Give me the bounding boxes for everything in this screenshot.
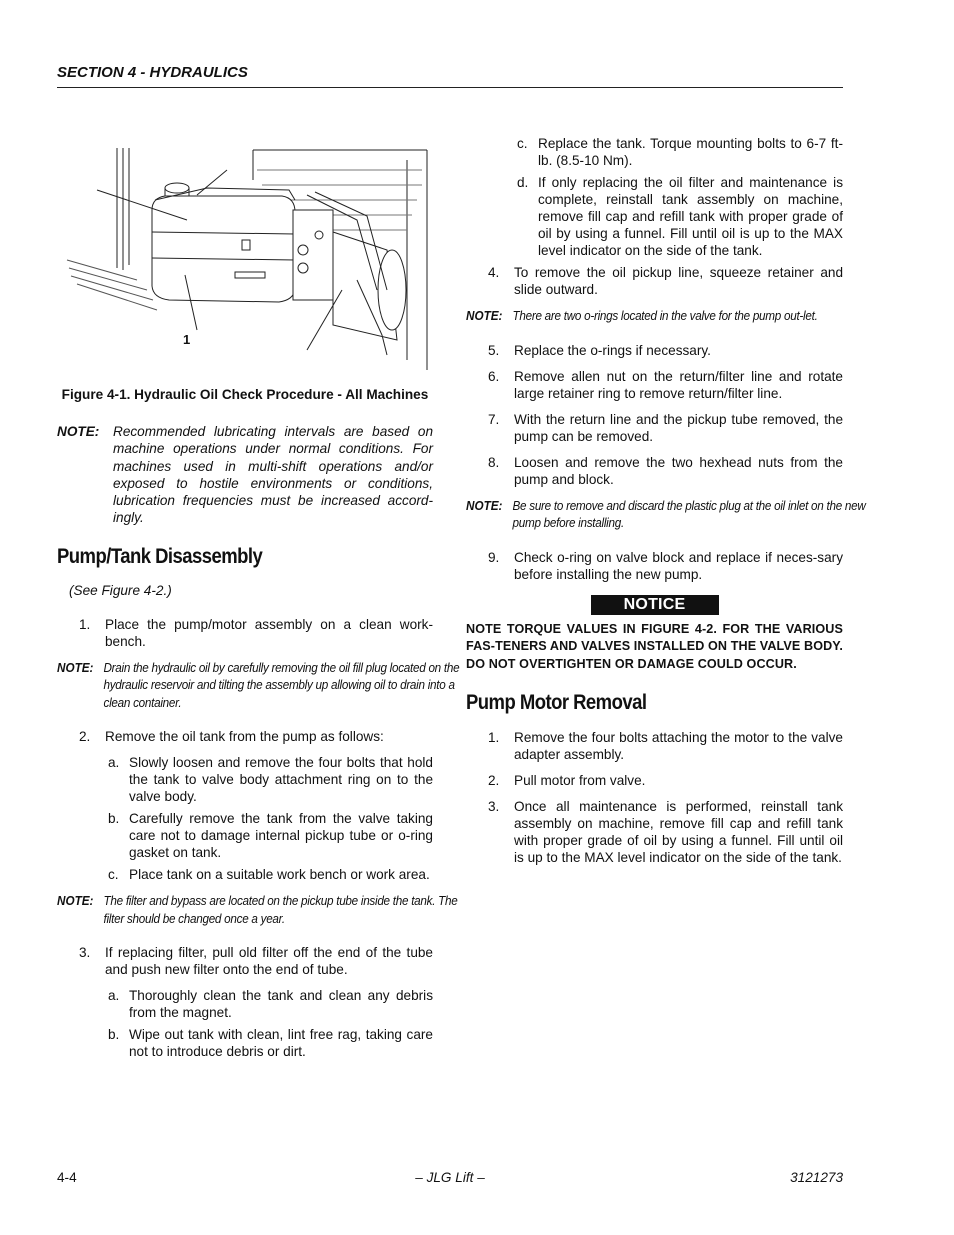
item-letter: c.	[517, 136, 528, 151]
sub-list-item	[57, 866, 433, 883]
sub-list-item	[57, 1026, 433, 1060]
item-text: Remove allen nut on the return/filter line and rotate large retainer ring to remove return/filter line.	[514, 368, 843, 401]
item-text: Place the pump/motor assembly on a clean work-bench.	[105, 616, 433, 649]
list-item	[466, 264, 843, 298]
list-item	[466, 772, 843, 789]
item-letter: b.	[108, 1027, 120, 1043]
notice-badge: NOTICE	[591, 595, 719, 615]
left-column	[57, 140, 460, 1065]
item-text: Replace the tank. Torque mounting bolts to 6-7 ft-lb. (8.5-10 Nm).	[538, 136, 843, 168]
right-column	[466, 135, 866, 875]
item-number: 9.	[488, 549, 500, 565]
list-item	[466, 454, 843, 488]
sub-list-item	[57, 754, 433, 805]
item-letter: a.	[108, 988, 120, 1004]
item-letter: b.	[108, 811, 120, 827]
note-drain-oil	[57, 660, 479, 713]
item-number: 5.	[488, 342, 500, 358]
note-plastic-plug	[466, 498, 888, 533]
sub-list-item	[57, 810, 433, 861]
list-item	[57, 944, 433, 978]
item-text: With the return line and the pickup tube removed, the pump can be removed.	[514, 411, 843, 444]
item-number: 3.	[79, 945, 91, 961]
sub-list-item	[466, 135, 843, 169]
section-header: SECTION 4 - HYDRAULICS	[57, 64, 843, 88]
hydraulic-oil-figure	[57, 140, 433, 370]
item-text: Thoroughly clean the tank and clean any debris from the magnet.	[129, 988, 433, 1021]
page-number: 4-4	[57, 1170, 77, 1185]
note-text: There are two o-rings located in the valve for the pump out-let.	[512, 309, 818, 323]
footer-publisher: – JLG Lift –	[415, 1170, 485, 1185]
item-text: Wipe out tank with clean, lint free rag, taking care not to introduce debris or dirt.	[129, 1027, 433, 1060]
heading-pump-tank-disassembly: Pump/Tank Disassembly	[57, 544, 263, 568]
notice-box	[466, 595, 843, 615]
list-item	[466, 342, 843, 359]
note-filter-bypass	[57, 893, 479, 928]
item-text: If only replacing the oil filter and maintenance is complete, reinstall tank assembly on machine, remove fill cap and refill tank with proper grade of oil by using a funnel. Fill until oil is up to the MAX level indicator on the side of the tank.	[538, 175, 843, 258]
list-item	[466, 798, 843, 866]
pump-tank-illustration	[57, 140, 433, 370]
item-text: Remove the four bolts attaching the motor to the valve adapter assembly.	[514, 730, 843, 762]
item-text: Pull motor from valve.	[514, 773, 646, 788]
item-text: Remove the oil tank from the pump as follows:	[105, 729, 384, 745]
item-letter: d.	[517, 175, 529, 190]
note-label: NOTE:	[466, 498, 503, 513]
item-text: Check o-ring on valve block and replace if neces-sary before installing the new pump.	[514, 549, 843, 582]
item-text: Place tank on a suitable work bench or work area.	[129, 867, 430, 883]
page-footer	[57, 1170, 843, 1190]
note-o-rings	[466, 308, 888, 326]
list-item	[466, 729, 843, 763]
item-text: Loosen and remove the two hexhead nuts from the pump and block.	[514, 454, 843, 487]
item-number: 8.	[488, 454, 500, 470]
note-label: NOTE:	[466, 309, 503, 323]
item-text: Carefully remove the tank from the valve taking care not to damage internal pickup tube or o-ring gasket on tank.	[129, 811, 433, 861]
sub-list-item	[466, 174, 843, 259]
note-label: NOTE:	[57, 660, 94, 675]
document-number: 3121273	[790, 1170, 843, 1185]
item-text: Slowly loosen and remove the four bolts that hold the tank to valve body attachment ring on to the valve body.	[129, 755, 433, 805]
item-letter: c.	[108, 867, 119, 883]
list-item	[466, 411, 843, 445]
item-number: 4.	[488, 265, 500, 280]
note-text: Drain the hydraulic oil by carefully removing the oil fill plug located on the hydraulic reservoir and tilting the assembly up allowing oil to drain into a clean container.	[103, 660, 460, 710]
heading-pump-motor-removal: Pump Motor Removal	[466, 691, 647, 714]
figure-callout: 1	[183, 332, 191, 347]
note-text: The filter and bypass are located on the pickup tube inside the tank. The filter should be changed once a year.	[103, 894, 458, 926]
item-number: 6.	[488, 368, 500, 384]
item-number: 1.	[488, 730, 500, 745]
list-item	[57, 616, 433, 650]
item-number: 3.	[488, 799, 500, 814]
item-number: 1.	[79, 616, 91, 632]
sub-list-item	[57, 987, 433, 1021]
note-lubrication	[57, 423, 433, 527]
item-letter: a.	[108, 755, 120, 771]
item-text: If replacing filter, pull old filter off the end of the tube and push new filter onto the end of tube.	[105, 945, 433, 978]
figure-caption: Figure 4-1. Hydraulic Oil Check Procedure - All Machines	[61, 387, 429, 402]
item-number: 7.	[488, 411, 500, 427]
list-item	[57, 728, 433, 745]
list-item	[466, 549, 843, 583]
item-number: 2.	[488, 773, 500, 788]
item-number: 2.	[79, 729, 91, 745]
note-text: Recommended lubricating intervals are based on machine operations under normal conditions. For machines used in multi-shift operations and/or exposed to hostile environments or conditions, lubrication frequencies must be increased accord-ingly.	[113, 424, 433, 526]
list-item	[466, 368, 843, 402]
notice-text: NOTE TORQUE VALUES IN FIGURE 4-2. FOR THE VARIOUS FAS-TENERS AND VALVES INSTALLED ON THE VALVE BODY. DO NOT OVERTIGHTEN OR DAMAGE COULD OCCUR.	[466, 621, 844, 671]
item-text: To remove the oil pickup line, squeeze retainer and slide outward.	[514, 265, 843, 297]
note-text: Be sure to remove and discard the plastic plug at the oil inlet on the new pump before installing.	[512, 498, 866, 530]
note-label: NOTE:	[57, 424, 100, 439]
item-text: Once all maintenance is performed, reinstall tank assembly on machine, remove fill cap and refill tank with proper grade of oil by using a funnel. Fill until oil is up to the MAX level indicator on the side of the tank.	[514, 799, 843, 865]
note-label: NOTE:	[57, 894, 94, 909]
figure-reference: (See Figure 4-2.)	[69, 582, 172, 598]
item-text: Replace the o-rings if necessary.	[514, 342, 711, 358]
